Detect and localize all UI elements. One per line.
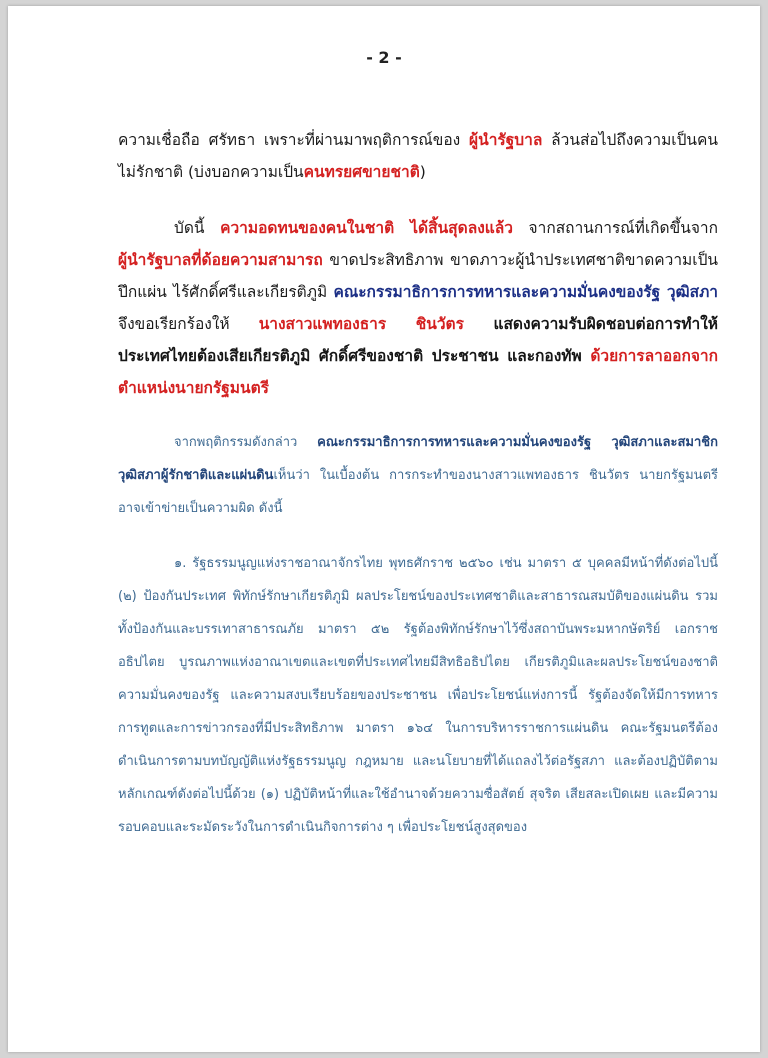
p1-text-3: ) <box>419 163 426 181</box>
p2-highlight-resignation: ด้วยการลาออกจากตำแหน่งนายกรัฐมนตรี <box>118 347 718 397</box>
page-number: - 2 - <box>366 48 402 67</box>
p2-highlight-committee: คณะกรรมาธิการการทหารและความมั่นคงของรัฐ วุฒิสภา <box>333 283 718 301</box>
p2-highlight-patience: ความอดทนของคนในชาติ ได้สิ้นสุดลงแล้ว <box>220 219 513 237</box>
p2-highlight-name: นางสาวแพทองธาร ชินวัตร <box>258 315 464 333</box>
p1-text-2: ล้วนส่อไปถึงความเป็นคนไม่รักชาติ (บ่งบอกความเป็น <box>118 131 718 181</box>
p2-highlight-incompetent-leader: ผู้นำรัฐบาลที่ด้อยความสามารถ <box>118 251 323 269</box>
paragraph-1 <box>118 124 718 188</box>
document-body <box>118 124 718 844</box>
p2-text-1: บัดนี้ <box>174 219 221 237</box>
p3-text-2: เห็นว่า ในเบื้องต้น การกระทำของนางสาวแพทองธาร ชินวัตร นายกรัฐมนตรี อาจเข้าข่ายเป็นความผิด ดังนี้ <box>118 468 718 516</box>
paragraph-2 <box>118 212 718 404</box>
paragraph-3 <box>118 426 718 525</box>
p2-text-4: จึงขอเรียกร้องให้ <box>118 315 259 333</box>
p2-bold-responsibility: แสดงความรับผิดชอบต่อการทำให้ประเทศไทยต้องเสียเกียรติภูมิ ศักดิ์ศรีของชาติ ประชาชน และกองทัพ <box>118 315 719 365</box>
paragraph-4-constitution <box>118 547 718 844</box>
p4-text: ๑. รัฐธรรมนูญแห่งราชอาณาจักรไทย พุทธศักราช ๒๕๖๐ เช่น มาตรา ๕ บุคคลมีหน้าที่ดังต่อไปนี้ (๒) ป้องกันประเทศ พิทักษ์รักษาเกียรติภูมิ ผลประโยชน์ของประเทศชาติและสาธารณสมบัติของแผ่นดิน รวมทั้งป้องกันและบรรเทาสาธารณภัย มาตรา ๕๒ รัฐต้องพิทักษ์รักษาไว้ซึ่งสถาบันพระมหากษัตริย์ เอกราช อธิปไตย บูรณภาพแห่งอาณาเขตและเขตที่ประเทศไทยมีสิทธิอธิปไตย เกียรติภูมิและผลประโยชน์ของชาติ ความมั่นคงของรัฐ และความสงบเรียบร้อยของประชาชน เพื่อประโยชน์แห่งการนี้ รัฐต้องจัดให้มีการทหาร การทูตและการข่าวกรองที่มีประสิทธิภาพ มาตรา ๑๖๔ ในการบริหารราชการแผ่นดิน คณะรัฐมนตรีต้องดำเนินการตามบทบัญญัติแห่งรัฐธรรมนูญ กฎหมาย และนโยบายที่ได้แถลงไว้ต่อรัฐสภา และต้องปฏิบัติตามหลักเกณฑ์ดังต่อไปนี้ด้วย (๑) ปฏิบัติหน้าที่และใช้อำนาจด้วยความซื่อสัตย์ สุจริต เสียสละเปิดเผย และมีความรอบคอบและระมัดระวังในการดำเนินกิจการต่าง ๆ เพื่อประโยชน์สูงสุดของ <box>118 556 718 835</box>
p2-text-3: ขาดประสิทธิภาพ ขาดภาวะผู้นำประเทศชาติขาดความเป็นปึกแผ่น ไร้ศักดิ์ศรีและเกียรติภูมิ <box>118 251 718 301</box>
p1-text-1: ความเชื่อถือ ศรัทธา เพราะที่ผ่านมาพฤติการณ์ของ <box>118 131 470 149</box>
p1-highlight-government-leader: ผู้นำรัฐบาล <box>469 131 543 149</box>
document-page <box>8 6 760 1052</box>
p1-highlight-traitor: คนทรยศขายชาติ <box>303 163 420 181</box>
p2-text-2: จากสถานการณ์ที่เกิดขึ้นจาก <box>512 219 718 237</box>
p3-highlight-committee-senators: คณะกรรมาธิการการทหารและความมั่นคงของรัฐ วุฒิสภาและสมาชิกวุฒิสภาผู้รักชาติและแผ่นดิน <box>118 435 718 483</box>
p3-text-1: จากพฤติกรรมดังกล่าว <box>174 435 318 450</box>
